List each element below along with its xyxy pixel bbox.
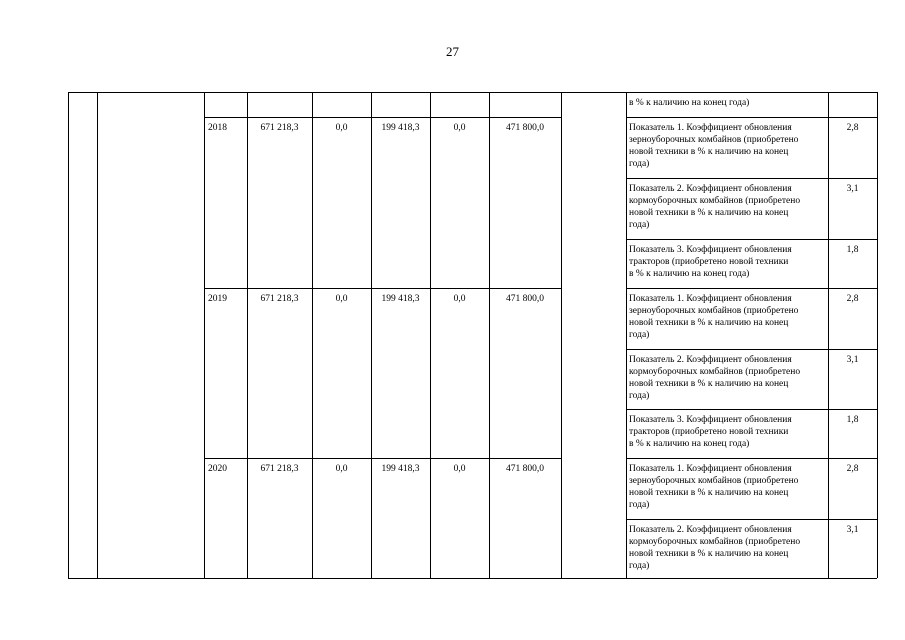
table-rule (204, 117, 561, 118)
table-rule (561, 92, 562, 578)
table-rule (430, 92, 431, 578)
table-rule (626, 519, 877, 520)
indicator-value: 1,8 (846, 245, 859, 255)
indicator-value: 2,8 (846, 123, 859, 133)
table-rule (68, 92, 877, 93)
value-cell: 0,0 (335, 123, 348, 133)
value-cell: 199 418,3 (381, 123, 420, 133)
year-cell: 2019 (208, 294, 227, 304)
table-rule (626, 178, 877, 179)
table-rule (68, 92, 69, 578)
table-rule (204, 92, 205, 578)
value-cell: 0,0 (453, 123, 466, 133)
indicator-value: 3,1 (846, 184, 859, 194)
table-rule (828, 92, 829, 578)
value-cell: 471 800,0 (506, 123, 544, 133)
value-cell: 671 218,3 (260, 123, 299, 133)
indicator-text: Показатель 3. Коэффициент обновления тракторов (приобретено новой техники в % к наличию на конец года) (629, 415, 792, 449)
value-cell: 471 800,0 (506, 294, 544, 304)
table-rule (626, 409, 877, 410)
table-rule (489, 92, 490, 578)
value-cell: 0,0 (453, 464, 466, 474)
table-rule (204, 458, 561, 459)
value-cell: 0,0 (335, 294, 348, 304)
year-cell: 2018 (208, 123, 227, 133)
indicator-text: Показатель 3. Коэффициент обновления тракторов (приобретено новой техники в % к наличию на конец года) (629, 245, 792, 279)
value-cell: 671 218,3 (260, 294, 299, 304)
table-rule (626, 117, 877, 118)
table-rule (877, 92, 878, 578)
page-number: 27 (446, 44, 459, 59)
value-cell: 199 418,3 (381, 294, 420, 304)
indicator-value: 2,8 (846, 294, 859, 304)
indicator-text: Показатель 2. Коэффициент обновления кормоуборочных комбайнов (приобретено новой техники в % к наличию на конец года) (629, 525, 801, 571)
value-cell: 671 218,3 (260, 464, 299, 474)
indicator-value: 3,1 (846, 525, 859, 535)
indicator-text: Показатель 1. Коэффициент обновления зерноуборочных комбайнов (приобретено новой техники в % к наличию на конец года) (629, 464, 799, 510)
indicator-value: 2,8 (846, 464, 859, 474)
table-rule (626, 92, 627, 578)
carryover-indicator-text: в % к наличию на конец года) (629, 98, 750, 108)
table-rule (626, 458, 877, 459)
value-cell: 0,0 (453, 294, 466, 304)
table-rule (97, 92, 98, 578)
indicator-value: 1,8 (846, 415, 859, 425)
table-rule (312, 92, 313, 578)
indicator-text: Показатель 2. Коэффициент обновления кормоуборочных комбайнов (приобретено новой техники в % к наличию на конец года) (629, 355, 801, 401)
table-rule (371, 92, 372, 578)
table-rule (626, 288, 877, 289)
table-rule (626, 349, 877, 350)
table-rule (626, 117, 877, 118)
table-rule (247, 92, 248, 578)
table-rule (68, 578, 877, 579)
table-rule (204, 288, 561, 289)
indicator-text: Показатель 1. Коэффициент обновления зерноуборочных комбайнов (приобретено новой техники в % к наличию на конец года) (629, 294, 799, 340)
indicator-value: 3,1 (846, 355, 859, 365)
table-rule (626, 239, 877, 240)
year-cell: 2020 (208, 464, 227, 474)
value-cell: 471 800,0 (506, 464, 544, 474)
value-cell: 199 418,3 (381, 464, 420, 474)
indicator-text: Показатель 1. Коэффициент обновления зерноуборочных комбайнов (приобретено новой техники в % к наличию на конец года) (629, 123, 799, 169)
value-cell: 0,0 (335, 464, 348, 474)
indicator-text: Показатель 2. Коэффициент обновления кормоуборочных комбайнов (приобретено новой техники в % к наличию на конец года) (629, 184, 801, 230)
